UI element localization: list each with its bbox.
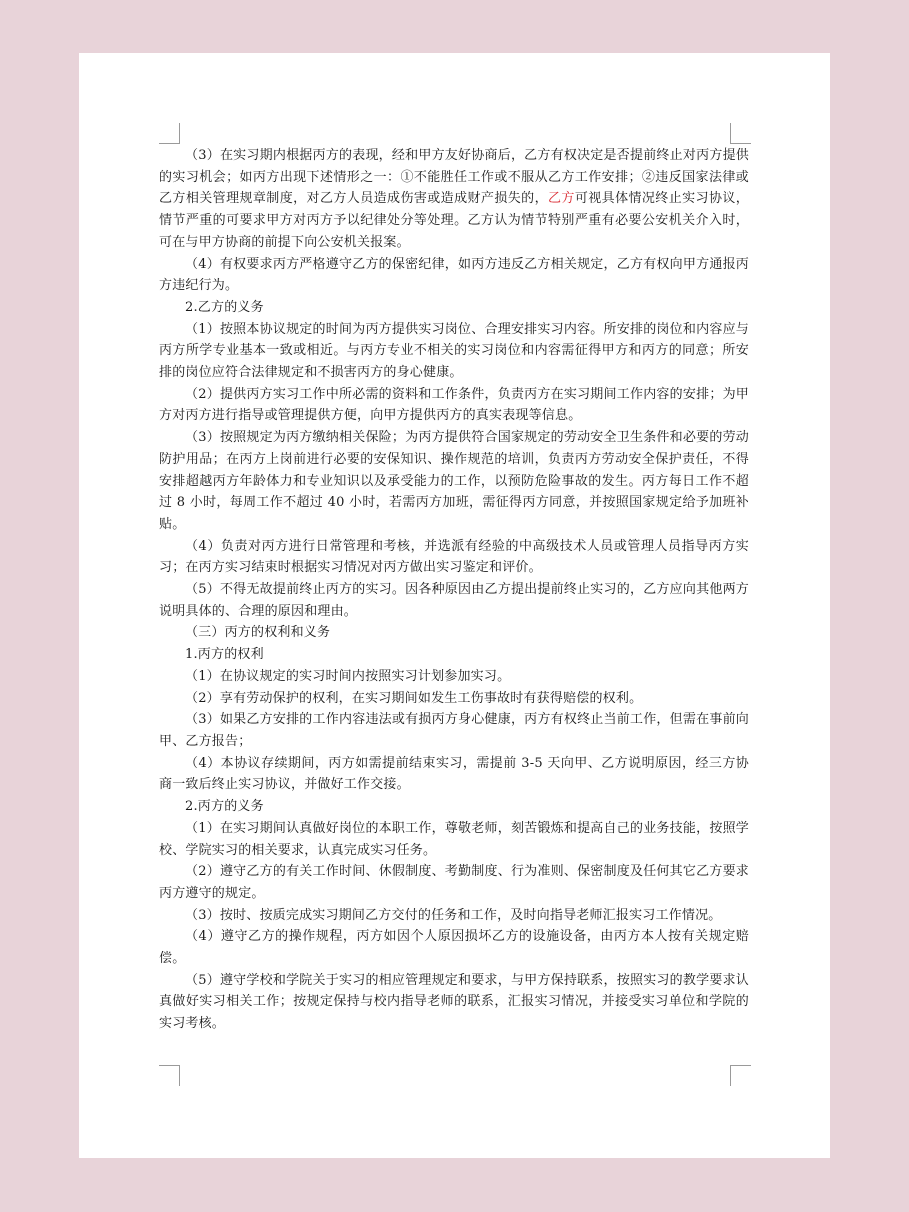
paragraph-c-right-4: （4）本协议存续期间，丙方如需提前结束实习，需提前 3-5 天向甲、乙方说明原因，经三方协商一致后终止实习协议，并做好工作交接。 (159, 755, 749, 793)
paragraph-c-right-2: （2）享有劳动保护的权利，在实习期间如发生工伤事故时有获得赔偿的权利。 (185, 690, 643, 706)
heading-party-c-rights: 1.丙方的权利 (185, 647, 264, 663)
crop-mark-top-left (159, 123, 180, 144)
paragraph-c-right-1: （1）在协议规定的实习时间内按照实习计划参加实习。 (185, 668, 511, 684)
document-body (159, 145, 749, 1035)
paragraph-c-obl-2: （2）遵守乙方的有关工作时间、休假制度、考勤制度、行为准则、保密制度及任何其它乙方要求丙方遵守的规定。 (159, 864, 749, 901)
paragraph-b-obl-3: （3）按照规定为丙方缴纳相关保险；为丙方提供符合国家规定的劳动安全卫生条件和必要的劳动防护用品；在丙方上岗前进行必要的安保知识、操作规范的培训，负责丙方劳动安全保护责任，不得安排超越丙方年龄体力和专业知识以及承受能力的工作，以预防危险事故的发生。丙方每日工作不超过 8 小时，每周工作不超过 40 小时，若需丙方加班，需征得丙方同意，并按照国家规定给予加班补贴。 (159, 430, 749, 532)
paragraph-b3 (159, 145, 749, 254)
highlighted-text: 乙方 (548, 191, 575, 207)
paragraph-text: 可视具体情况终止实习协议，情节严重的可要求甲方对丙方予以纪律处分等处理。乙方认为情节特别严重有必要公安机关介入时，可在与甲方协商的前提下向公安机关报案。 (159, 191, 749, 250)
paragraph-c-obl-3: （3）按时、按质完成实习期间乙方交付的任务和工作，及时向指导老师汇报实习工作情况。 (185, 907, 722, 923)
crop-mark-bottom-left (159, 1065, 180, 1086)
heading-party-c-obligations: 2.丙方的义务 (185, 799, 264, 815)
document-page (79, 53, 830, 1158)
paragraph-b-obl-4: （4）负责对丙方进行日常管理和考核，并选派有经验的中高级技术人员或管理人员指导丙方实习；在丙方实习结束时根据实习情况对丙方做出实习鉴定和评价。 (159, 538, 749, 576)
paragraph-b4: （4）有权要求丙方严格遵守乙方的保密纪律，如丙方违反乙方相关规定，乙方有权向甲方通报丙方违纪行为。 (159, 256, 749, 294)
paragraph-c-obl-5: （5）遵守学校和学院关于实习的相应管理规定和要求，与甲方保持联系，按照实习的教学要求认真做好实习相关工作；按规定保持与校内指导老师的联系，汇报实习情况，并接受实习单位和学院的实习考核。 (159, 972, 749, 1032)
paragraph-c-obl-4: （4）遵守乙方的操作规程，丙方如因个人原因损坏乙方的设施设备，由丙方本人按有关规定赔偿。 (159, 929, 749, 967)
heading-party-c-section: （三）丙方的权利和义务 (185, 625, 331, 641)
paragraph-c-obl-1: （1）在实习期间认真做好岗位的本职工作，尊敬老师，刻苦锻炼和提高自己的业务技能，按照学校、学院实习的相关要求，认真完成实习任务。 (159, 820, 749, 858)
paragraph-b-obl-1: （1）按照本协议规定的时间为丙方提供实习岗位、合理安排实习内容。所安排的岗位和内容应与丙方所学专业基本一致或相近。与丙方专业不相关的实习岗位和内容需征得甲方和丙方的同意；所安排的岗位应符合法律规定和不损害丙方的身心健康。 (159, 321, 749, 381)
paragraph-b-obl-2: （2）提供丙方实习工作中所必需的资料和工作条件，负责丙方在实习期间工作内容的安排；为甲方对丙方进行指导或管理提供方便，向甲方提供丙方的真实表现等信息。 (159, 386, 749, 424)
crop-mark-bottom-right (730, 1065, 751, 1086)
heading-party-b-obligations: 2.乙方的义务 (185, 299, 264, 315)
paragraph-c-right-3: （3）如果乙方安排的工作内容违法或有损丙方身心健康，丙方有权终止当前工作，但需在事前向甲、乙方报告； (159, 712, 749, 749)
paragraph-b-obl-5: （5）不得无故提前终止丙方的实习。因各种原因由乙方提出提前终止实习的，乙方应向其他两方说明具体的、合理的原因和理由。 (159, 582, 749, 619)
crop-mark-top-right (730, 123, 751, 144)
paragraph-text: （3）在实习期内根据丙方的表现，经和甲方友好协商后，乙方有权决定是否提前终止对丙方提供的实习机会；如丙方出现下述情形之一：①不能胜任工作或不服从乙方工作安排；②违反国家法律或乙方相关管理规章制度，对乙方人员造成伤害或造成财产损失的， (159, 148, 749, 207)
